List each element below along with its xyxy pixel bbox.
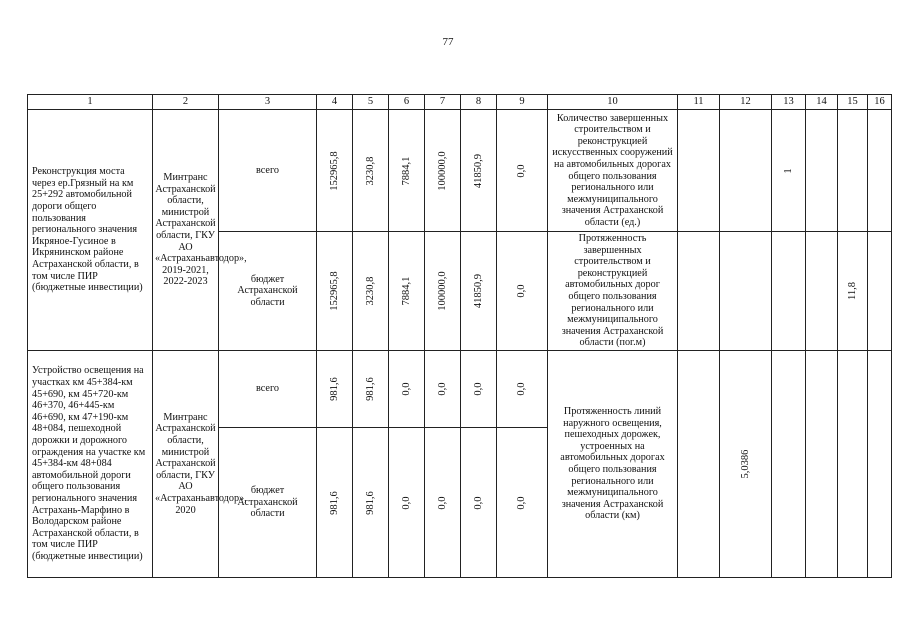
amount-cell (461, 110, 497, 232)
amount-value: 0,0 (400, 382, 412, 396)
amount-value: 981,6 (364, 377, 376, 401)
column-number: 11 (678, 95, 720, 110)
amount-value: 100000,0 (436, 271, 448, 311)
target-cell (678, 232, 720, 351)
amount-value: 981,6 (328, 490, 340, 515)
amount-value: 3230,8 (364, 276, 376, 306)
column-number: 10 (548, 95, 678, 110)
column-number: 2 (153, 95, 219, 110)
column-number: 12 (720, 95, 772, 110)
amount-value: 0,0 (472, 382, 484, 396)
amount-value: 100000,0 (436, 150, 448, 191)
program-table (27, 94, 892, 578)
column-number: 8 (461, 95, 497, 110)
column-number: 16 (868, 95, 892, 110)
amount-value: 0,0 (516, 382, 528, 396)
amount-value: 7884,1 (400, 156, 412, 185)
column-number: 7 (425, 95, 461, 110)
amount-value: 41850,9 (472, 273, 484, 309)
target-cell (720, 232, 772, 351)
indicator-cell: Протяженность завершенных строительством и реконструкцией автомобильных дорог общего пользования регионального или межмуниципального значения Астраханской области (пог.м) (548, 232, 678, 351)
table-row (28, 351, 892, 428)
column-number: 1 (28, 95, 153, 110)
amount-value: 0,0 (400, 495, 412, 510)
amount-cell (389, 232, 425, 351)
column-number: 4 (317, 95, 353, 110)
amount-value: 3230,8 (364, 156, 376, 185)
amount-value: 0,0 (472, 495, 484, 510)
funding-source-cell: всего (219, 351, 317, 428)
column-number: 5 (353, 95, 389, 110)
object-name-cell: Устройство освещения на участках км 45+384-км 45+690, км 45+720-км 46+370, 46+445-км 46+690, км 47+190-км 48+084, пешеходной дорожки и дорожного ограждения на участке км 45+384-км 48+084 автомобильной дороги общего пользования регионального значения Астрахань-Марфино в Володарском районе Астраханской области, в том числе ПИР (бюджетные инвестиции) (28, 351, 153, 578)
target-cell (678, 351, 720, 578)
target-cell (772, 110, 806, 232)
target-cell (806, 110, 838, 232)
funding-source-cell: бюджет Астраханской области (219, 428, 317, 578)
target-cell (838, 110, 868, 232)
object-name-cell: Реконструкция моста через ер.Грязный на км 25+292 автомобильной дороги общего пользования регионального значения Икряное-Гусиное в Икрянинском районе Астраханской области, в том числе ПИР (бюджетные инвестиции) (28, 110, 153, 351)
amount-cell (317, 428, 353, 578)
amount-value: 152965,8 (328, 150, 340, 191)
indicator-cell: Протяженность линий наружного освещения, пешеходных дорожек, устроенных на автомобильных дорогах общего пользования регионального или межмуниципального значения Астраханской области (км) (548, 351, 678, 578)
target-cell (868, 110, 892, 232)
amount-cell (425, 428, 461, 578)
amount-cell (317, 351, 353, 428)
amount-cell (353, 110, 389, 232)
amount-value: 0,0 (436, 495, 448, 510)
column-number: 14 (806, 95, 838, 110)
customer-cell: Минтранс Астраханской области, министрой Астраханской области, ГКУ АО «Астраханьавтодор», 2019-2021, 2022-2023 (153, 110, 219, 351)
funding-source-cell: бюджет Астраханской области (219, 232, 317, 351)
target-cell (868, 351, 892, 578)
column-number: 6 (389, 95, 425, 110)
funding-source-cell: всего (219, 110, 317, 232)
customer-cell: Минтранс Астраханской области, министрой Астраханской области, ГКУ АО «Астраханьавтодор», 2020 (153, 351, 219, 578)
target-cell (806, 351, 838, 578)
amount-value: 0,0 (516, 163, 528, 178)
amount-cell (317, 232, 353, 351)
column-number: 3 (219, 95, 317, 110)
amount-cell (425, 232, 461, 351)
amount-value: 7884,1 (400, 276, 412, 306)
amount-cell (353, 232, 389, 351)
target-cell (678, 110, 720, 232)
amount-cell (497, 351, 548, 428)
target-cell (806, 232, 838, 351)
amount-value: 0,0 (516, 284, 528, 298)
column-number: 13 (772, 95, 806, 110)
amount-value: 0,0 (516, 495, 528, 510)
amount-cell (389, 351, 425, 428)
target-cell (868, 232, 892, 351)
amount-cell (497, 232, 548, 351)
target-cell (772, 232, 806, 351)
page-number: 77 (442, 36, 454, 48)
amount-cell (353, 428, 389, 578)
amount-cell (461, 351, 497, 428)
amount-cell (425, 110, 461, 232)
amount-cell (353, 351, 389, 428)
amount-cell (497, 428, 548, 578)
amount-cell (389, 110, 425, 232)
target-value: 1 (782, 167, 794, 174)
target-value: 11,8 (846, 282, 858, 300)
target-value: 5,0386 (739, 449, 751, 479)
column-number: 9 (497, 95, 548, 110)
amount-cell (425, 351, 461, 428)
amount-cell (389, 428, 425, 578)
target-cell (720, 351, 772, 578)
amount-value: 152965,8 (328, 271, 340, 311)
table-row (28, 110, 892, 232)
amount-value: 0,0 (436, 382, 448, 396)
amount-value: 981,6 (328, 377, 340, 401)
amount-cell (497, 110, 548, 232)
amount-value: 41850,9 (472, 153, 484, 188)
amount-cell (461, 428, 497, 578)
target-cell (720, 110, 772, 232)
amount-cell (317, 110, 353, 232)
column-number-row (28, 95, 892, 110)
target-cell (838, 351, 868, 578)
amount-value: 981,6 (364, 490, 376, 515)
amount-cell (461, 232, 497, 351)
target-cell (838, 232, 868, 351)
target-cell (772, 351, 806, 578)
column-number: 15 (838, 95, 868, 110)
indicator-cell: Количество завершенных строительством и реконструкцией искусственных сооружений на автомобильных дорогах общего пользования регионального или межмуниципального значения Астраханской области (ед.) (548, 110, 678, 232)
